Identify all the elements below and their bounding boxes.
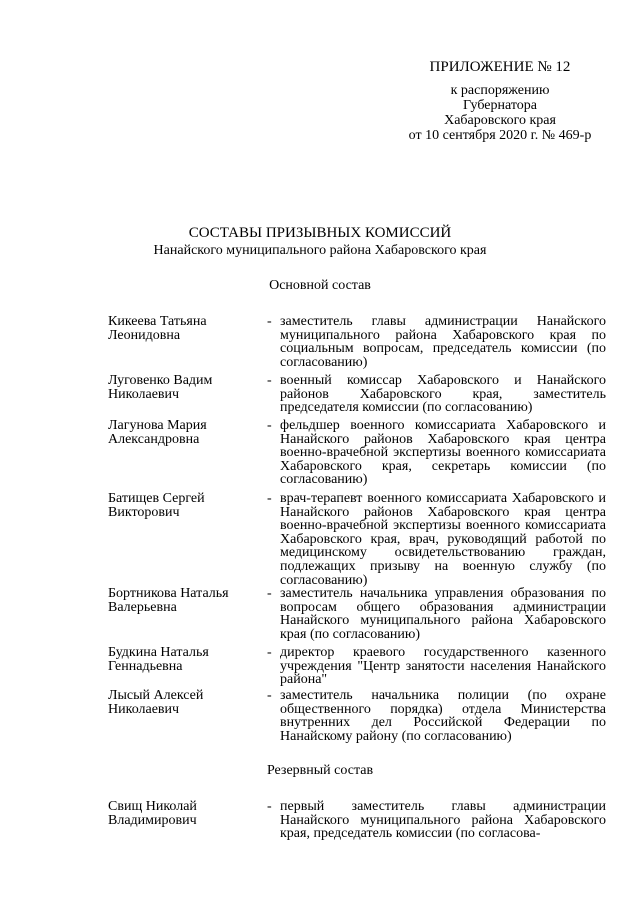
member-role: заместитель главы администрации Нанайского муниципального района Хабаровского края по социальным вопросам, председатель комиссии (по согласованию) xyxy=(280,314,606,370)
appendix-line: Губернатора xyxy=(462,98,538,113)
document-subtitle: Нанайского муниципального района Хабаровского края xyxy=(153,243,487,258)
dash: - xyxy=(267,491,272,506)
member-name xyxy=(108,689,258,716)
member-role: заместитель начальника полиции (по охране общественного порядка) отдела Министерства внутренних дел Российской Федерации по Нанайскому району (по согласованию) xyxy=(280,688,606,744)
dash: - xyxy=(267,645,272,660)
member-surname-first: Бортникова Наталья xyxy=(108,586,229,601)
document-title: СОСТАВЫ ПРИЗЫВНЫХ КОМИССИЙ xyxy=(188,225,452,241)
dash: - xyxy=(267,688,272,703)
appendix-line: Хабаровского края xyxy=(444,113,556,128)
appendix-date-line: от 10 сентября 2020 г. № 469-р xyxy=(408,128,592,143)
member-surname-first: Луговенко Вадим xyxy=(108,373,213,388)
main-section-heading: Основной состав xyxy=(269,278,371,293)
member-surname-first: Будкина Наталья xyxy=(108,645,209,660)
member-role: фельдшер военного комиссариата Хабаровского и Нанайского районов Хабаровского края центра военно-врачебной экспертизы военного комиссариата Хабаровского края, секретарь комиссии (по согласованию) xyxy=(280,418,606,488)
member-patronymic: Владимирович xyxy=(108,812,197,828)
member-name xyxy=(108,800,258,827)
dash: - xyxy=(267,314,272,329)
dash: - xyxy=(267,799,272,814)
member-patronymic: Николаевич xyxy=(108,386,180,402)
member-name xyxy=(108,315,258,342)
member-name xyxy=(108,374,258,401)
member-patronymic: Николаевич xyxy=(108,701,180,717)
member-role: директор краевого государственного казенного учреждения "Центр занятости населения Нанайского района" xyxy=(280,645,606,688)
appendix-line: к распоряжению xyxy=(450,83,550,98)
member-patronymic: Александровна xyxy=(108,431,200,447)
member-role: заместитель начальника управления образования по вопросам общего образования администрации Нанайского муниципального района Хабаровского края (по согласованию) xyxy=(280,586,606,642)
appendix-number: ПРИЛОЖЕНИЕ № 12 xyxy=(429,59,571,75)
member-role: военный комиссар Хабаровского и Нанайского районов Хабаровского края, заместитель председателя комиссии (по согласованию) xyxy=(280,373,606,416)
member-surname-first: Лагунова Мария xyxy=(108,418,207,433)
dash: - xyxy=(267,373,272,388)
member-name xyxy=(108,587,258,614)
member-surname-first: Кикеева Татьяна xyxy=(108,314,207,329)
member-patronymic: Валерьевна xyxy=(108,599,177,615)
reserve-section-heading: Резервный состав xyxy=(266,763,374,778)
member-role: врач-терапевт военного комиссариата Хабаровского и Нанайского районов Хабаровского края центра военно-врачебной экспертизы военного комиссариата Хабаровского края, врач, руководящий работой по медицинскому освидетельствованию граждан, подлежащих призыву на военную службу (по согласованию) xyxy=(280,491,606,588)
member-patronymic: Геннадьевна xyxy=(108,658,183,674)
member-surname-first: Свищ Николай xyxy=(108,799,197,814)
member-name xyxy=(108,492,258,519)
dash: - xyxy=(267,418,272,433)
member-surname-first: Лысый Алексей xyxy=(108,688,204,703)
appendix-block xyxy=(370,60,630,143)
member-name xyxy=(108,646,258,673)
member-name xyxy=(108,419,258,446)
member-patronymic: Леонидовна xyxy=(108,327,181,343)
member-role: первый заместитель главы администрации Нанайского муниципального района Хабаровского края, председатель комиссии (по согласова- xyxy=(280,799,606,842)
dash: - xyxy=(267,586,272,601)
member-surname-first: Батищев Сергей xyxy=(108,491,205,506)
member-patronymic: Викторович xyxy=(108,504,180,520)
